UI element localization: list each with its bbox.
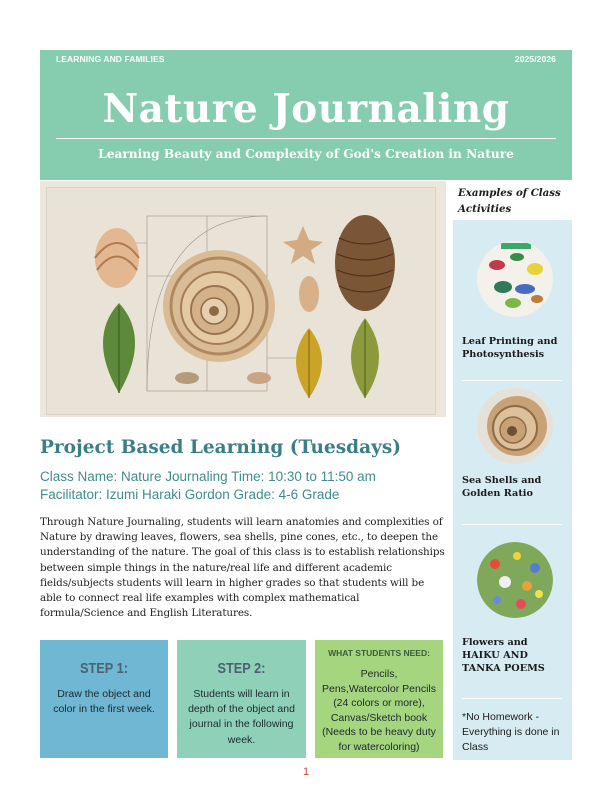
step-2-box <box>177 640 306 758</box>
project-description: Through Nature Journaling, students will learn anatomies and complexities of Nature by drawing leaves, flowers, sea shells, pine cones, etc., to deepen the understanding of the nature. The goal of this class is to establish relationships between simple things in the nature/real life and different academic fields/subjects students will learn in higher grades so that students will be able to connect real life examples with complex mathematical formula/Science and English Literatures. <box>40 516 445 620</box>
page-number: 1 <box>302 766 310 778</box>
no-homework-note: *No Homework - Everything is done in Class <box>462 711 560 754</box>
leaf-printing-caption: Leaf Printing and Photosynthesis <box>462 336 558 361</box>
top-left-shell-drawing <box>95 228 139 288</box>
sea-shell-image <box>477 388 553 464</box>
supplies-text: Pencils, Pens,Watercolor Pencils (24 colors or more), Canvas/Sketch book (Needs to be heavy duty for watercoloring) <box>322 668 436 753</box>
nautilus-shell-drawing <box>163 250 275 362</box>
sidebar-divider <box>462 380 562 381</box>
small-shell-drawing <box>299 276 319 312</box>
header-banner <box>40 50 572 180</box>
step-2-text: Students will learn in depth of the object and journal in the following week. <box>188 688 295 746</box>
header-divider <box>56 138 556 139</box>
step-1-heading: STEP 1: <box>80 660 128 677</box>
flowers-image <box>477 542 553 618</box>
page-subtitle: Learning Beauty and Complexity of God's Creation in Nature <box>98 147 514 161</box>
hero-image-frame <box>46 187 436 415</box>
supplies-box <box>315 640 443 758</box>
sidebar-panel <box>453 220 572 760</box>
header-left-label: LEARNING AND FAMILIES <box>56 54 165 64</box>
header-year-label: 2025/2026 <box>514 54 556 64</box>
pine-cone-drawing <box>335 215 395 311</box>
project-heading: Project Based Learning (Tuesdays) <box>40 437 402 458</box>
step-1-box <box>40 640 168 758</box>
facilitator-info-line: Facilitator: Izumi Haraki Gordon Grade: 4-6 Grade <box>40 487 340 502</box>
nature-illustration <box>47 188 436 415</box>
flowers-caption: Flowers and HAIKU AND TANKA POEMS <box>462 637 545 675</box>
sidebar-divider <box>462 698 562 699</box>
hero-image <box>40 181 446 417</box>
sea-shell-caption: Sea Shells and Golden Ratio <box>462 475 542 500</box>
class-info-line: Class Name: Nature Journaling Time: 10:30 to 11:50 am <box>40 469 376 484</box>
step-2-heading: STEP 2: <box>217 660 266 677</box>
step-1-text: Draw the object and color in the first week. <box>53 688 155 716</box>
supplies-heading: WHAT STUDENTS NEED: <box>328 648 430 658</box>
sidebar-divider <box>462 524 562 525</box>
leaf-printing-image <box>477 241 553 317</box>
sidebar-title: Examples of Class Activities <box>458 187 561 215</box>
page-title: Nature Journaling <box>102 86 510 132</box>
